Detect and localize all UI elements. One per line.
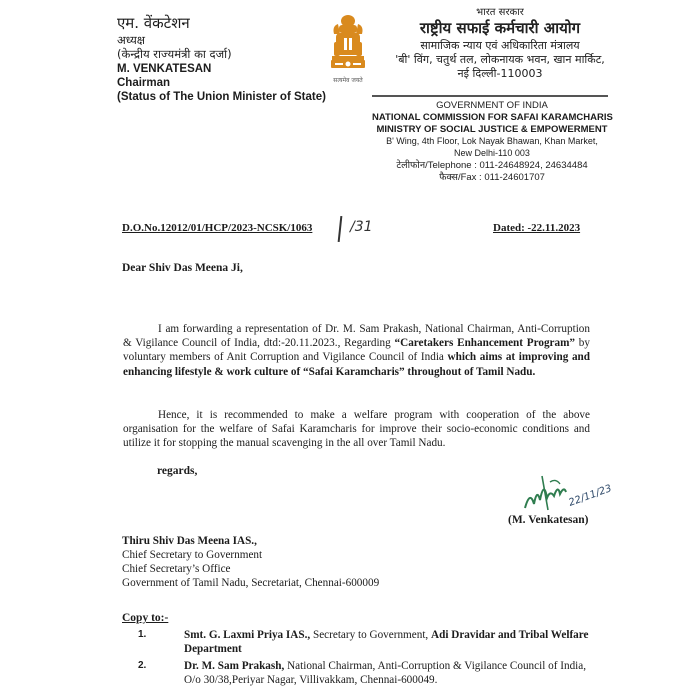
closing: regards,	[157, 465, 198, 477]
handwritten-reference-suffix: /31	[350, 219, 373, 235]
fax: फैक्स/Fax : 011-24601707	[439, 171, 545, 183]
chairman-designation-hindi: अध्यक्ष	[117, 32, 146, 47]
address-line2-english: New Delhi-110 003	[454, 147, 530, 158]
body-paragraph-2	[123, 408, 590, 451]
commission-letterhead-hindi	[380, 6, 620, 81]
program-name: “Caretakers Enhancement Program”	[394, 337, 576, 350]
copy-to-name: Smt. G. Laxmi Priya IAS.,	[184, 629, 311, 641]
state-emblem-of-india-icon	[326, 12, 370, 88]
handwritten-stroke	[338, 216, 343, 242]
addressee-line-3: Government of Tamil Nadu, Secretariat, Chennai-600009	[122, 577, 380, 589]
government-english: GOVERNMENT OF INDIA	[436, 100, 548, 111]
svg-text:सत्यमेव जयते: सत्यमेव जयते	[333, 77, 363, 84]
chairman-designation-english: Chairman	[117, 76, 171, 89]
government-hindi: भारत सरकार	[476, 7, 524, 18]
commission-letterhead-english	[372, 100, 612, 184]
signer-name: (M. Venkatesan)	[508, 514, 589, 526]
signature-icon	[520, 470, 630, 520]
ministry-hindi: सामाजिक न्याय एवं अधिकारिता मंत्रालय	[420, 38, 580, 52]
address-line1-english: B' Wing, 4th Floor, Lok Nayak Bhawan, Khan Market,	[386, 136, 598, 147]
chairman-name-hindi: एम. वेंकटेशन	[117, 14, 190, 32]
copy-to-department: Adi Dravidar and Tribal Welfare Department	[184, 629, 589, 655]
chairman-name-english: M. VENKATESAN	[117, 62, 212, 75]
addressee-name: Thiru Shiv Das Meena IAS.,	[122, 535, 257, 547]
addressee-line-2: Chief Secretary’s Office	[122, 563, 231, 575]
copy-to-number: 2.	[138, 660, 147, 671]
svg-text:22/11/23: 22/11/23	[567, 483, 614, 509]
commission-name-hindi: राष्ट्रीय सफाई कर्मचारी आयोग	[419, 19, 581, 37]
copy-to-heading: Copy to:-	[122, 612, 169, 624]
copy-to-name: Dr. M. Sam Prakash,	[184, 660, 285, 672]
address-line2-hindi: नई दिल्ली-110003	[457, 67, 543, 81]
ministry-english: MINISTRY OF SOCIAL JUSTICE & EMPOWERMENT	[376, 124, 608, 136]
salutation: Dear Shiv Das Meena Ji,	[122, 262, 243, 274]
para2-text: Hence, it is recommended to make a welfare program with cooperation of the above organisation for the welfare of Safai Karamcharis for improve their socio-economic conditions and utilize it for stopping the manual scavenging in the all over Tamil Nadu.	[123, 409, 590, 450]
addressee-block	[122, 534, 379, 590]
reference-number: D.O.No.12012/01/HCP/2023-NCSK/1063	[122, 222, 313, 234]
letter-date: Dated: -22.11.2023	[493, 222, 581, 234]
program-aim: which aims at improving and enhancing lifestyle & work culture of “Safai Karamcharis” throughout of Tamil Nadu.	[123, 351, 590, 378]
copy-to-number: 1.	[138, 629, 147, 640]
chairman-letterhead	[117, 14, 326, 105]
chairman-status-english: (Status of The Union Minister of State)	[117, 91, 326, 104]
header-divider	[372, 95, 608, 97]
commission-name-english: NATIONAL COMMISSION FOR SAFAI KARAMCHARIS	[372, 112, 613, 124]
para1-text-b: by voluntary members of Anit Corruption and Vigilance Council of India	[123, 337, 590, 364]
address-line1-hindi: 'बी' विंग, चतुर्थ तल, लोकनायक भवन, खान मार्किट,	[395, 52, 605, 66]
telephone: टेलीफोन/Telephone : 011-24648924, 24634484	[396, 159, 588, 171]
para1-text-a: I am forwarding a representation of Dr. M. Sam Prakash, National Chairman, Anti-Corruption & Vigilance Council of India, dtd:-20.11.2023., Regarding	[123, 323, 590, 350]
addressee-line-1: Chief Secretary to Government	[122, 549, 263, 561]
body-paragraph-1	[123, 322, 590, 379]
chairman-status-hindi: (केन्द्रीय राज्यमंत्री का दर्जा)	[117, 47, 232, 62]
copy-to-text: National Chairman, Anti-Corruption & Vigilance Council of India, O/o 30/38,Periyar Nagar, Villivakkam, Chennai-600049.	[184, 660, 587, 686]
copy-to-text: Secretary to Government,	[310, 629, 432, 641]
